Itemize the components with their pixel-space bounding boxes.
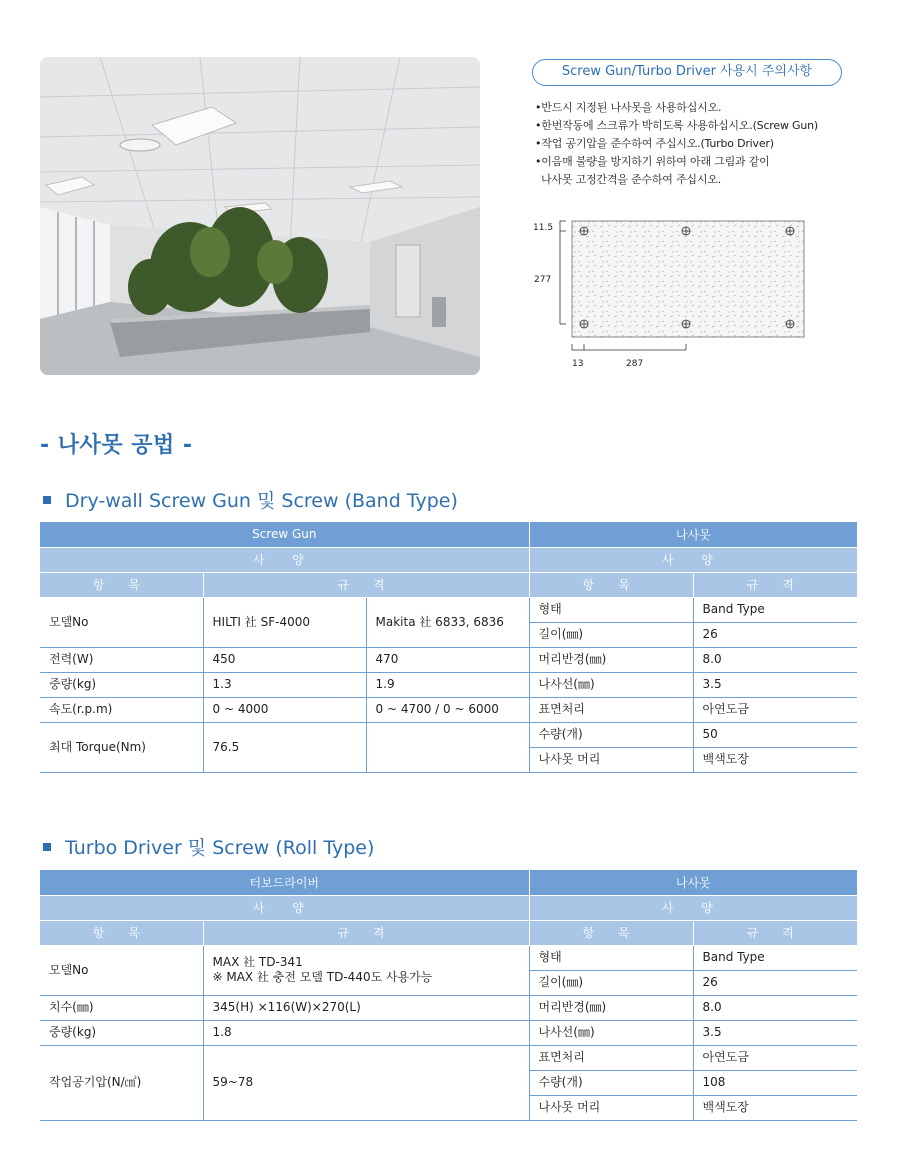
screw-header: 나사못 [529, 870, 857, 895]
spec-label: 사 양 [40, 895, 529, 920]
spec-label: 사 양 [529, 547, 857, 572]
square-bullet-icon [43, 496, 51, 504]
section-title: - 나사못 공법 - [40, 433, 193, 458]
notes-list [535, 99, 885, 189]
table-row: 길이(㎜) 26 [40, 970, 857, 995]
col-spec-header: 규 격 [693, 572, 857, 597]
square-bullet-icon [43, 843, 51, 851]
roll-type-table [40, 870, 857, 1121]
dim-width-label: 287 [626, 359, 644, 369]
col-item-header: 항 목 [40, 572, 203, 597]
band-type-table [40, 522, 857, 773]
turbo-driver-header: 터보드라이버 [40, 870, 529, 895]
table-row: 치수(㎜) 345(H) ×116(W)×270(L) 머리반경(㎜) 8.0 [40, 995, 857, 1020]
table-row: 수량(개) 108 [40, 1070, 857, 1095]
table-row: 길이(㎜) 26 [40, 622, 857, 647]
table-row: 속도(r.p.m) 0 ~ 4000 0 ~ 4700 / 0 ~ 6000 표면처리 아연도금 [40, 697, 857, 722]
col-item-header: 항 목 [40, 920, 203, 945]
table-row: 중량(kg) 1.8 나사선(㎜) 3.5 [40, 1020, 857, 1045]
col-item-header: 항 목 [529, 572, 693, 597]
screw-spacing-diagram [528, 214, 818, 374]
screw-header: 나사못 [529, 522, 857, 547]
dim-top-label: 11.5 [533, 223, 554, 233]
table-row: 최대 Torque(Nm) 76.5 수량(개) 50 [40, 722, 857, 747]
spec-label: 사 양 [529, 895, 857, 920]
screw-gun-header: Screw Gun [40, 522, 529, 547]
dim-height-label: 277 [534, 275, 552, 285]
table-row: 작업공기압(N/㎠) 59~78 표면처리 아연도금 [40, 1045, 857, 1070]
roll-type-heading: Turbo Driver 및 Screw (Roll Type) [43, 833, 374, 860]
col-spec-header: 규 격 [203, 920, 529, 945]
col-spec-header: 규 격 [203, 572, 529, 597]
note-item: •한번작동에 스크류가 박히도록 사용하십시오.(Screw Gun) [535, 119, 818, 132]
table-row: 모델No MAX 社 TD-341 ※ MAX 社 충전 모델 TD-440도 사용가능 형태 Band Type [40, 945, 857, 970]
spec-label: 사 양 [40, 547, 529, 572]
note-item: •작업 공기압을 준수하여 주십시오.(Turbo Driver) [535, 137, 774, 150]
band-type-heading: Dry-wall Screw Gun 및 Screw (Band Type) [43, 486, 458, 513]
note-item: •반드시 지정된 나사못을 사용하십시오. [535, 101, 722, 114]
table-row: 전력(W) 450 470 머리반경(㎜) 8.0 [40, 647, 857, 672]
board-panel [572, 221, 804, 337]
notes-title: Screw Gun/Turbo Driver 사용시 주의사항 [532, 59, 842, 86]
note-item: •이음매 불량을 방지하기 위하여 아래 그림과 같이 나사못 고정간격을 준수하여 주십시오. [535, 155, 770, 186]
col-spec-header: 규 격 [693, 920, 857, 945]
col-item-header: 항 목 [529, 920, 693, 945]
dim-left-label: 13 [572, 359, 584, 369]
ceiling-photo [40, 57, 480, 375]
table-row: 나사못 머리 백색도장 [40, 1095, 857, 1120]
table-row: 중량(kg) 1.3 1.9 나사선(㎜) 3.5 [40, 672, 857, 697]
ceiling-illustration [40, 57, 480, 375]
table-row: 모델No HILTI 社 SF-4000 Makita 社 6833, 6836 형태 Band Type [40, 597, 857, 622]
table-row: 나사못 머리 백색도장 [40, 747, 857, 772]
